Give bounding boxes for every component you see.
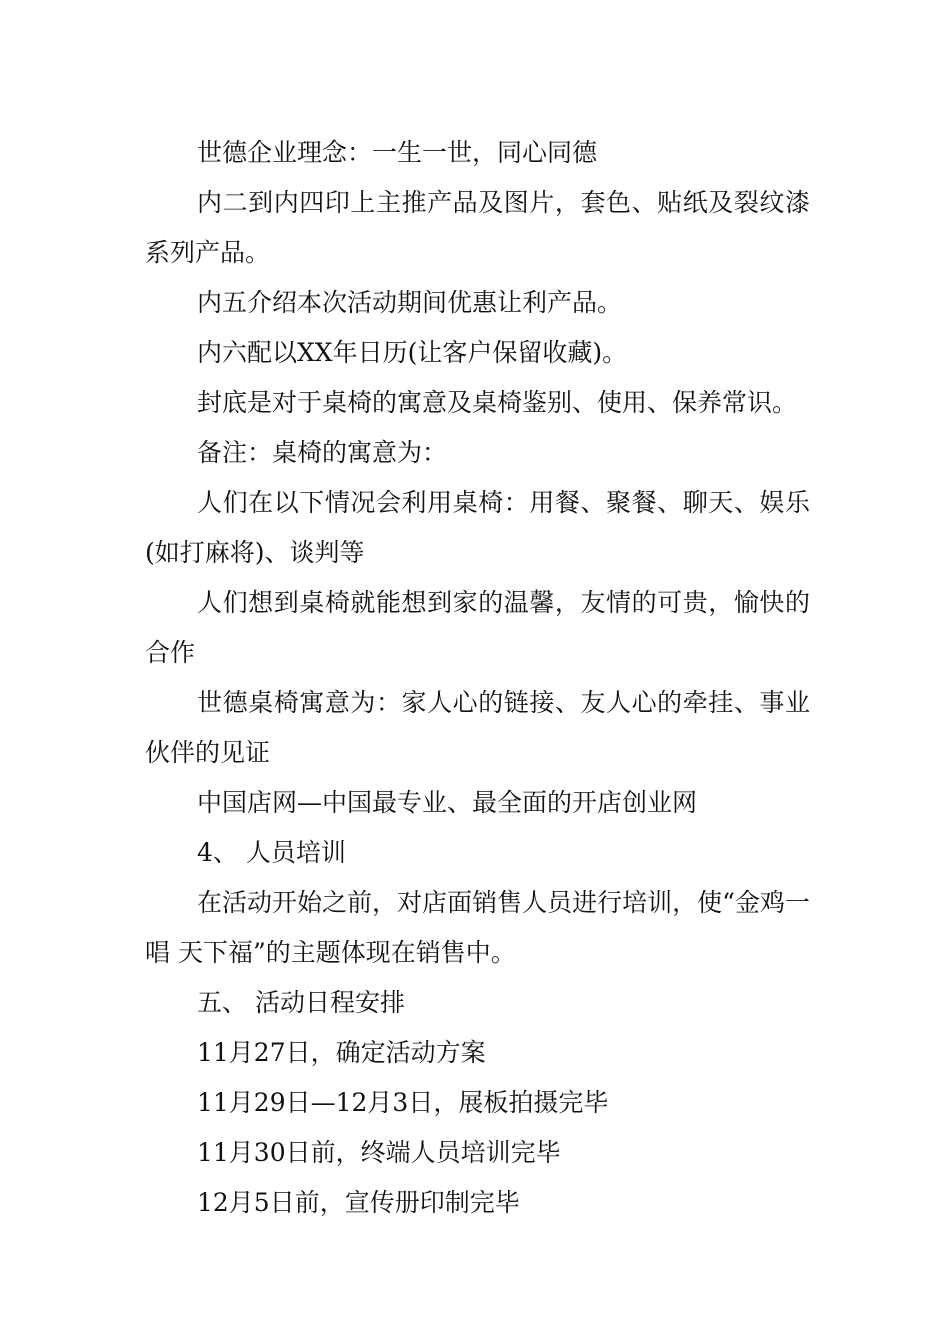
paragraph-note-heading: 备注：桌椅的寓意为： (197, 438, 448, 467)
paragraph-back-cover: 封底是对于桌椅的寓意及桌椅鉴别、使用、保养常识。 (197, 388, 798, 417)
paragraph-usage-situations: 人们在以下情况会利用桌椅：用餐、聚餐、聊天、娱乐(如打麻将)、谈判等 (145, 488, 810, 567)
paragraph-site-watermark: 中国店网—中国最专业、最全面的开店创业网 (197, 788, 698, 817)
schedule-item: 11月30日前，终端人员培训完毕 (197, 1138, 561, 1167)
schedule-item: 12月5日前，宣传册印制完毕 (197, 1188, 520, 1217)
paragraph-meaning: 世德桌椅寓意为：家人心的链接、友人心的牵挂、事业伙伴的见证 (145, 688, 810, 767)
paragraph-inner-pages-2-4: 内二到内四印上主推产品及图片，套色、贴纸及裂纹漆系列产品。 (145, 188, 810, 267)
section-heading-schedule: 五、 活动日程安排 (197, 988, 405, 1017)
paragraph-training: 在活动开始之前，对店面销售人员进行培训，使“金鸡一唱 天下福”的主题体现在销售中。 (145, 888, 810, 967)
paragraph-inner-page-5: 内五介绍本次活动期间优惠让利产品。 (197, 288, 623, 317)
paragraph-associations: 人们想到桌椅就能想到家的温馨，友情的可贵，愉快的合作 (145, 588, 810, 667)
document-body (145, 128, 810, 1228)
paragraph-philosophy: 世德企业理念：一生一世，同心同德 (197, 138, 598, 167)
schedule-item: 11月27日，确定活动方案 (197, 1038, 486, 1067)
section-heading-training: 4、 人员培训 (197, 838, 346, 867)
paragraph-inner-page-6: 内六配以XX年日历(让客户保留收藏)。 (197, 338, 628, 367)
schedule-item: 11月29日—12月3日，展板拍摄完毕 (197, 1088, 609, 1117)
